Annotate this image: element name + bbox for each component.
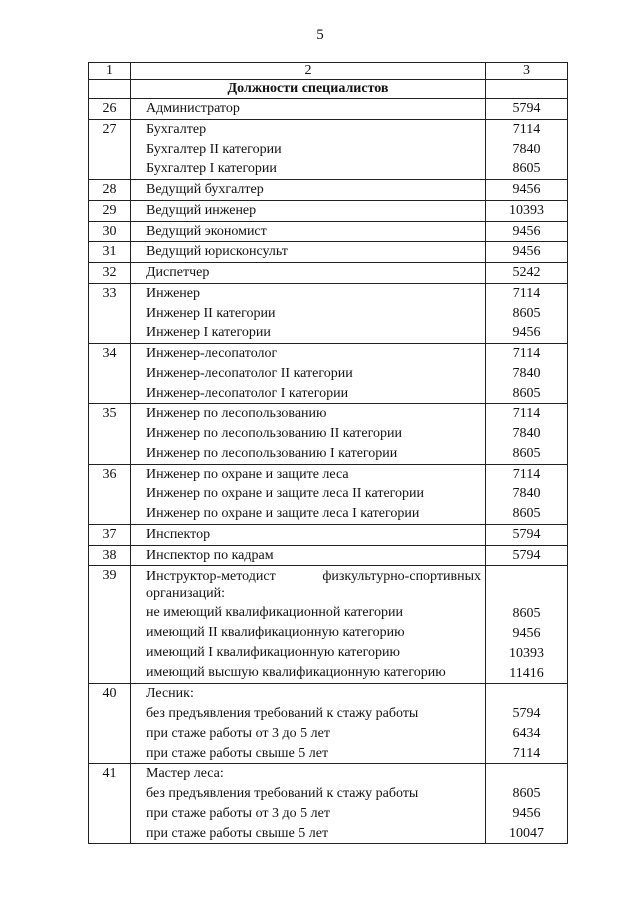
row-number-text: 27 bbox=[102, 121, 117, 137]
salary-cell bbox=[486, 221, 568, 242]
row-number bbox=[89, 545, 131, 566]
position-title: имеющий II квалификационную категорию bbox=[146, 625, 405, 640]
position-title-cell bbox=[131, 99, 486, 120]
salary-cell bbox=[486, 524, 568, 545]
position-title-cell bbox=[131, 242, 486, 263]
table-row bbox=[89, 545, 568, 566]
table-header-row bbox=[89, 63, 568, 80]
salary-value: 9456 bbox=[512, 223, 541, 239]
position-title: не имеющий квалификационной категории bbox=[146, 605, 404, 621]
salary-cell bbox=[486, 242, 568, 263]
salary-value: 5242 bbox=[512, 265, 541, 280]
salary-value: 8605 bbox=[512, 385, 541, 401]
salary-value: 7840 bbox=[512, 365, 541, 381]
salary-table bbox=[88, 62, 568, 844]
position-title: имеющий высшую квалификационную категорию bbox=[146, 664, 446, 680]
table-row bbox=[89, 344, 568, 404]
salary-value: 8605 bbox=[512, 445, 541, 461]
header-col-2: 2 bbox=[131, 63, 486, 80]
position-title-cell bbox=[131, 545, 486, 566]
salary-value: 7840 bbox=[512, 486, 541, 502]
row-number bbox=[89, 200, 131, 221]
position-title: Инспектор bbox=[146, 526, 211, 542]
row-number bbox=[89, 404, 131, 464]
row-number-text: 31 bbox=[102, 244, 117, 260]
table-row bbox=[89, 99, 568, 120]
table-row bbox=[89, 764, 568, 844]
position-title: при стаже работы от 3 до 5 лет bbox=[146, 805, 330, 821]
table-row bbox=[89, 464, 568, 524]
position-title: без предъявления требований к стажу работы bbox=[146, 786, 419, 801]
table-row bbox=[89, 200, 568, 221]
row-number-text: 39 bbox=[102, 568, 117, 584]
table-row bbox=[89, 180, 568, 201]
row-number-text: 30 bbox=[102, 223, 117, 239]
salary-value: 7114 bbox=[512, 406, 541, 422]
row-number-text: 37 bbox=[102, 526, 117, 542]
salary-value: 5794 bbox=[512, 547, 541, 563]
row-number bbox=[89, 180, 131, 201]
salary-cell bbox=[486, 180, 568, 201]
salary-cell bbox=[486, 200, 568, 221]
salary-cell bbox=[486, 764, 568, 844]
position-title: при стаже работы свыше 5 лет bbox=[146, 825, 329, 841]
salary-value: 5794 bbox=[512, 706, 541, 721]
position-title-cell bbox=[131, 464, 486, 524]
salary-value: 9456 bbox=[512, 626, 541, 641]
position-title: при стаже работы от 3 до 5 лет bbox=[146, 725, 330, 741]
row-number-text: 35 bbox=[102, 406, 117, 422]
row-number bbox=[89, 221, 131, 242]
table-row bbox=[89, 283, 568, 343]
salary-cell bbox=[486, 684, 568, 764]
salary-value: 8605 bbox=[512, 305, 541, 321]
position-title: Инженер I категории bbox=[146, 325, 271, 341]
salary-value: 7114 bbox=[512, 285, 541, 301]
salary-value: 7840 bbox=[512, 141, 541, 157]
salary-value: 7114 bbox=[512, 346, 541, 361]
row-number-text: 38 bbox=[102, 547, 117, 563]
salary-value: 7114 bbox=[512, 466, 541, 482]
position-title-cell bbox=[131, 684, 486, 764]
position-title: Бухгалтер I категории bbox=[146, 161, 277, 177]
row-number-text: 33 bbox=[102, 285, 117, 301]
position-title: имеющий I квалификационную категорию bbox=[146, 644, 400, 660]
row-number-text: 32 bbox=[102, 265, 117, 280]
row-number bbox=[89, 344, 131, 404]
position-title: Лесник: bbox=[146, 686, 194, 702]
position-title: Инженер-лесопатолог II категории bbox=[146, 365, 353, 381]
table-row bbox=[89, 404, 568, 464]
position-title: Бухгалтер bbox=[146, 121, 207, 137]
section-empty-cell bbox=[486, 80, 568, 99]
row-number bbox=[89, 684, 131, 764]
position-title: Инженер по охране и защите леса II категории bbox=[146, 486, 425, 502]
position-title: Бухгалтер II категории bbox=[146, 141, 282, 157]
row-number-text: 29 bbox=[102, 202, 117, 218]
position-title: при стаже работы свыше 5 лет bbox=[146, 745, 329, 761]
position-title-cell bbox=[131, 221, 486, 242]
row-number bbox=[89, 764, 131, 844]
position-title: Инженер bbox=[146, 285, 201, 301]
header-col-3: 3 bbox=[486, 63, 568, 80]
salary-value: 11416 bbox=[509, 665, 544, 681]
salary-value bbox=[486, 566, 567, 604]
salary-value: 8605 bbox=[512, 506, 541, 521]
position-title: Инженер-лесопатолог bbox=[146, 346, 278, 361]
row-number-text: 36 bbox=[102, 466, 117, 482]
row-number bbox=[89, 242, 131, 263]
position-title-cell bbox=[131, 283, 486, 343]
position-title: Инженер-лесопатолог I категории bbox=[146, 385, 349, 401]
position-title-cell bbox=[131, 180, 486, 201]
position-title-cell bbox=[131, 764, 486, 844]
table-row bbox=[89, 221, 568, 242]
salary-value: 6434 bbox=[512, 725, 541, 741]
position-title: Инженер по охране и защите леса I категории bbox=[146, 506, 420, 521]
position-title-cell bbox=[131, 566, 486, 684]
position-title: Инженер по лесопользованию II категории bbox=[146, 426, 402, 441]
table-row bbox=[89, 263, 568, 284]
section-row bbox=[89, 80, 568, 99]
position-title: Инженер II категории bbox=[146, 305, 276, 321]
row-number bbox=[89, 119, 131, 179]
row-number-text: 28 bbox=[102, 182, 117, 197]
table-row bbox=[89, 684, 568, 764]
salary-value: 5794 bbox=[512, 101, 541, 116]
row-number bbox=[89, 524, 131, 545]
salary-value bbox=[486, 684, 567, 704]
section-title: Должности специалистов bbox=[131, 80, 486, 99]
salary-cell bbox=[486, 283, 568, 343]
position-title: Мастер леса: bbox=[146, 766, 224, 782]
salary-value: 7114 bbox=[512, 121, 541, 137]
row-number-text: 34 bbox=[102, 346, 117, 361]
salary-cell bbox=[486, 464, 568, 524]
salary-value: 9456 bbox=[512, 244, 541, 260]
row-number-text: 41 bbox=[102, 766, 117, 782]
salary-value: 8605 bbox=[512, 786, 541, 801]
position-title: Инструктор-методист физкультурно-спортивных организаций: bbox=[146, 569, 481, 602]
salary-value: 5794 bbox=[512, 526, 541, 542]
row-number-text: 26 bbox=[102, 101, 117, 116]
salary-cell bbox=[486, 119, 568, 179]
table-row bbox=[89, 524, 568, 545]
position-title-cell bbox=[131, 524, 486, 545]
salary-cell bbox=[486, 263, 568, 284]
row-number-text: 40 bbox=[102, 686, 117, 702]
position-title: Ведущий инженер bbox=[146, 202, 257, 218]
position-title: Ведущий бухгалтер bbox=[146, 182, 264, 197]
row-number bbox=[89, 566, 131, 684]
header-col-1: 1 bbox=[89, 63, 131, 80]
salary-value: 8605 bbox=[512, 161, 541, 177]
page-number: 5 bbox=[316, 27, 324, 43]
section-empty-cell bbox=[89, 80, 131, 99]
position-title-cell bbox=[131, 119, 486, 179]
salary-value: 7840 bbox=[512, 426, 541, 441]
salary-value: 10393 bbox=[509, 202, 544, 218]
position-title-cell bbox=[131, 344, 486, 404]
table-row bbox=[89, 566, 568, 684]
position-title: Администратор bbox=[146, 101, 240, 116]
salary-value: 9456 bbox=[512, 182, 541, 197]
row-number bbox=[89, 464, 131, 524]
position-title: Диспетчер bbox=[146, 265, 210, 280]
salary-value: 8605 bbox=[512, 606, 541, 622]
salary-value: 7114 bbox=[512, 745, 541, 761]
row-number bbox=[89, 99, 131, 120]
salary-cell bbox=[486, 344, 568, 404]
position-title-cell bbox=[131, 200, 486, 221]
position-title: Инженер по лесопользованию I категории bbox=[146, 445, 398, 461]
position-title-cell bbox=[131, 263, 486, 284]
row-number bbox=[89, 263, 131, 284]
salary-cell bbox=[486, 545, 568, 566]
position-title: Ведущий юрисконсульт bbox=[146, 244, 288, 260]
table-row bbox=[89, 242, 568, 263]
position-title: Инспектор по кадрам bbox=[146, 547, 274, 563]
position-title-cell bbox=[131, 404, 486, 464]
salary-value: 9456 bbox=[512, 805, 541, 821]
position-title: без предъявления требований к стажу работы bbox=[146, 706, 419, 721]
position-title: Инженер по лесопользованию bbox=[146, 406, 327, 422]
row-number bbox=[89, 283, 131, 343]
position-title: Инженер по охране и защите леса bbox=[146, 466, 349, 482]
salary-value: 10047 bbox=[509, 825, 544, 841]
salary-value bbox=[486, 764, 567, 784]
position-title: Ведущий экономист bbox=[146, 223, 267, 239]
salary-value: 9456 bbox=[512, 325, 541, 341]
salary-cell bbox=[486, 566, 568, 684]
table-row bbox=[89, 119, 568, 179]
salary-cell bbox=[486, 99, 568, 120]
salary-value: 10393 bbox=[509, 645, 544, 661]
salary-cell bbox=[486, 404, 568, 464]
